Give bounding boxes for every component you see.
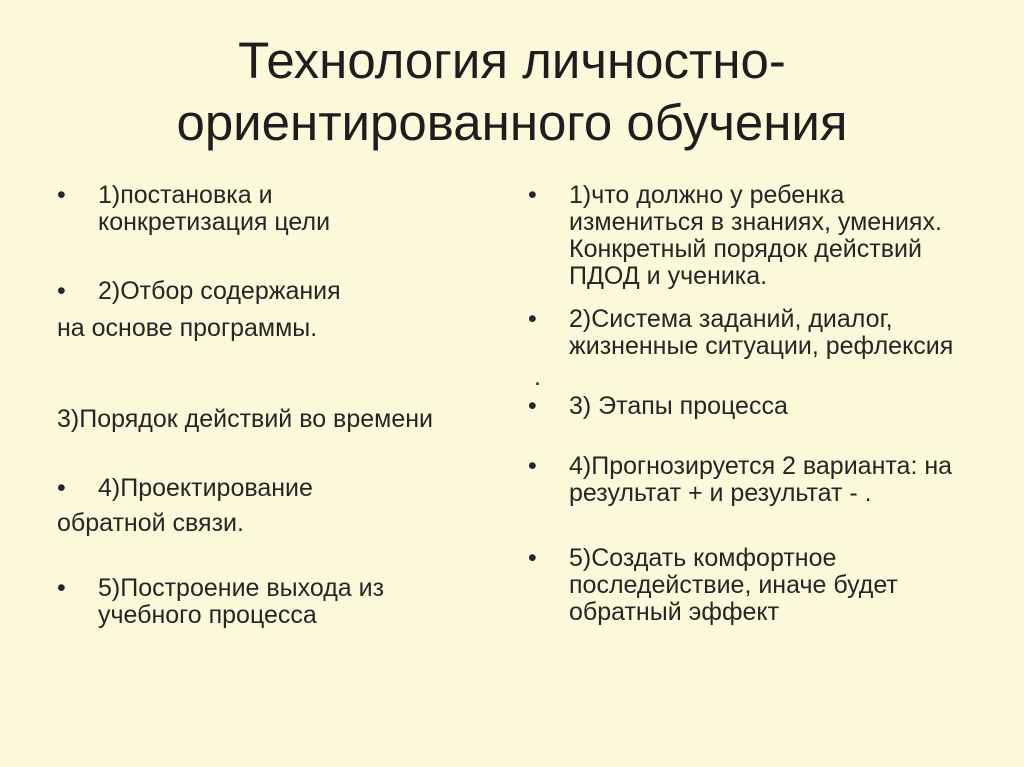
right-item-5-line-2: последействие, иначе будет xyxy=(569,571,898,599)
right-item-4-line-1: 4)Прогнозируется 2 варианта: на xyxy=(569,452,953,480)
left-item-2-continuation: на основе программы. xyxy=(57,314,318,342)
right-item-5-line-3: обратный эффект xyxy=(569,598,780,626)
right-item-4-line-2: результат + и результат - . xyxy=(569,479,872,507)
left-item-4-line-1: 4)Проектирование xyxy=(98,474,313,502)
left-item-4 xyxy=(57,475,507,502)
right-item-2-line-1: 2)Система заданий, диалог, xyxy=(569,305,893,333)
right-item-1-line-3: Конкретный порядок действий xyxy=(569,235,922,263)
right-column xyxy=(528,182,1024,626)
bullet-icon: • xyxy=(528,392,537,420)
bullet-icon: • xyxy=(528,452,537,480)
left-item-1-line-1: 1)постановка и xyxy=(98,181,273,209)
left-item-1-line-2: конкретизация цели xyxy=(98,208,331,236)
bullet-icon: • xyxy=(57,277,66,305)
left-item-5-line-1: 5)Построение выхода из xyxy=(98,574,385,602)
left-item-5 xyxy=(57,575,507,629)
bullet-icon: • xyxy=(528,305,537,333)
right-item-1-line-1: 1)что должно у ребенка xyxy=(569,181,845,209)
right-item-3-line-1: 3) Этапы процесса xyxy=(569,392,788,420)
left-item-2 xyxy=(57,278,507,305)
stray-dot: . xyxy=(534,363,541,391)
left-item-1 xyxy=(57,182,507,236)
right-item-1 xyxy=(528,182,1024,290)
right-item-1-line-2: измениться в знаниях, умениях. xyxy=(569,208,942,236)
right-item-1-line-4: ПДОД и ученика. xyxy=(569,262,768,290)
right-item-2 xyxy=(528,306,1024,360)
right-item-5 xyxy=(528,545,1024,626)
title-line-1: Технология личностно- xyxy=(238,32,786,89)
right-item-3 xyxy=(528,393,1024,420)
left-item-3: 3)Порядок действий во времени xyxy=(57,405,434,433)
title-line-2: ориентированного обучения xyxy=(176,94,848,151)
right-item-4 xyxy=(528,453,1024,507)
bullet-icon: • xyxy=(528,544,537,572)
bullet-icon: • xyxy=(528,181,537,209)
bullet-icon: • xyxy=(57,574,66,602)
slide-title xyxy=(0,30,1024,154)
right-item-5-line-1: 5)Создать комфортное xyxy=(569,544,837,572)
left-item-5-line-2: учебного процесса xyxy=(98,601,317,629)
right-item-2-line-2: жизненные ситуации, рефлексия xyxy=(569,332,954,360)
bullet-icon: • xyxy=(57,474,66,502)
left-item-2-line-1: 2)Отбор содержания xyxy=(98,277,341,305)
left-item-4-continuation: обратной связи. xyxy=(57,509,244,537)
left-column xyxy=(57,182,507,629)
bullet-icon: • xyxy=(57,181,66,209)
